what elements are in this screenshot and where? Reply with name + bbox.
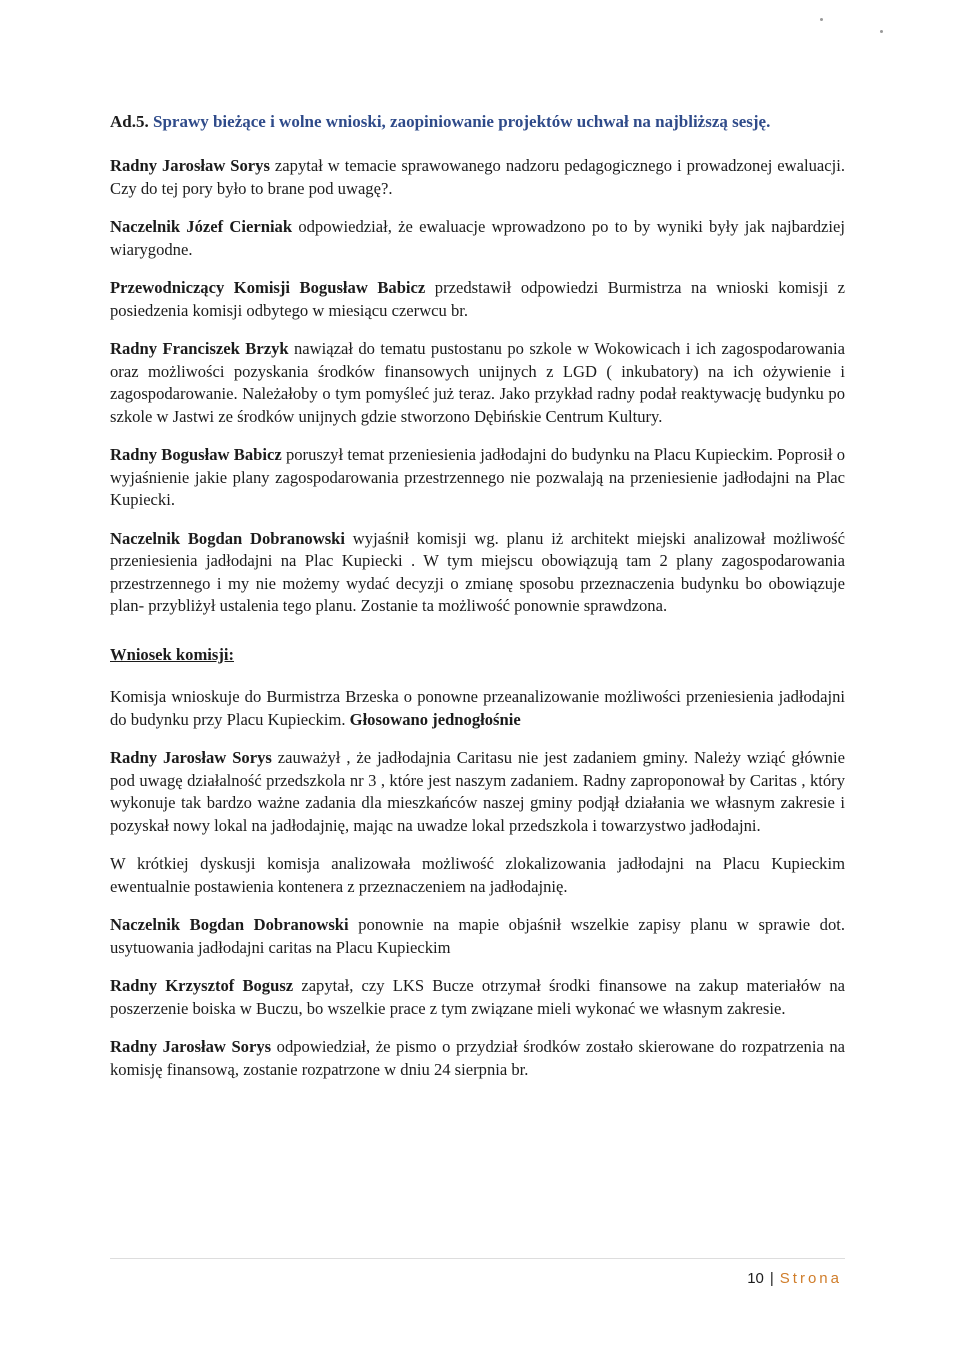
speaker-name: Naczelnik Józef Cierniak [110, 217, 293, 236]
paragraph-text: wyjaśnił komisji wg. planu iż architekt miejski analizował możliwość przeniesienia jadłodajni na Plac Kupiecki . W tym miejscu obowiązują tam 2 plany zagospodarowania przestrzennego i my nie możemy wydać decyzji o zmianę sposobu przeznaczenia budynku bo obowiązuje plan- przybliżył ustalenia tego planu. Zostanie ta możliwość ponownie sprawdzona. [110, 528, 845, 615]
paragraphs-group-1 [110, 155, 845, 618]
paragraph-text: zapytał, czy LKS Bucze otrzymał środki finansowe na zakup materiałów na poszerzenie boiska w Buczu, bo wszelkie prace z tym związane mieli wykonać we własnym zakresie. [110, 976, 845, 1018]
paragraph [110, 444, 845, 512]
speaker-name: Radny Krzysztof Bogusz [110, 976, 294, 995]
speaker-name: Naczelnik Bogdan Dobranowski [110, 915, 349, 934]
paragraph-text: zapytał w temacie sprawowanego nadzoru pedagogicznego i prowadzonej ewaluacji. Czy do tej pory było to brane pod uwagę?. [110, 156, 845, 198]
page-number: 10 [747, 1270, 764, 1287]
scan-speck [820, 18, 823, 21]
paragraph [110, 155, 845, 200]
paragraph [110, 277, 845, 322]
paragraphs-group-2 [110, 747, 845, 1081]
speaker-name: Radny Bogusław Babicz [110, 445, 282, 464]
section-heading [110, 110, 845, 133]
document-page [110, 110, 845, 1097]
speaker-name: Radny Franciszek Brzyk [110, 339, 289, 358]
speaker-name: Radny Jarosław Sorys [110, 1037, 272, 1056]
paragraph-text: poruszył temat przeniesienia jadłodajni do budynku na Placu Kupieckim. Poprosił o wyjaśnienie jakie plany zagospodarowania przestrzennego nie pozwalają na przeniesienie jadłodajni na Plac Kupiecki. [110, 445, 845, 509]
motion-paragraph [110, 686, 845, 731]
paragraph-text: nawiązał do tematu pustostanu po szkole w Wokowicach i ich zagospodarowania oraz możliwości pozyskania środków finansowych unijnych z LGD ( inkubatory) na ich ożywienie i zagospodarowanie. Należałoby o tym pomyśleć już teraz. Jako przykład radny podał reaktywację budynku po szkole w Jastwi ze środków unijnych gdzie stworzono Dębińskie Centrum Kultury. [110, 339, 845, 426]
motion-title: Wniosek komisji: [110, 644, 235, 664]
paragraph-text: W krótkiej dyskusji komisja analizowała możliwość zlokalizowania jadłodajni na Placu Kupieckim ewentualnie postawienia kontenera z przeznaczeniem na jadłodajnię. [110, 854, 845, 896]
paragraph-text: przedstawił odpowiedzi Burmistrza na wnioski komisji z posiedzenia komisji odbytego w miesiącu czerwcu br. [110, 278, 845, 320]
speaker-name: Naczelnik Bogdan Dobranowski [110, 528, 346, 548]
footer-rule [110, 1258, 845, 1259]
page-word: Strona [779, 1270, 842, 1287]
speaker-name: Przewodniczący Komisji Bogusław Babicz [110, 278, 426, 297]
paragraph [110, 338, 845, 428]
paragraph [110, 853, 845, 898]
paragraph-text: ponownie na mapie objaśnił wszelkie zapisy planu w sprawie dot. usytuowania jadłodajni caritas na Placu Kupieckim [110, 915, 845, 957]
paragraph [110, 975, 845, 1020]
speaker-name: Radny Jarosław Sorys [110, 156, 270, 175]
section-title: Sprawy bieżące i wolne wnioski, zaopiniowanie projektów uchwał na najbliższą sesję. [152, 112, 771, 131]
paragraph [110, 528, 845, 618]
paragraph [110, 914, 845, 959]
scan-speck [880, 30, 883, 33]
speaker-name: Radny Jarosław Sorys [110, 748, 272, 767]
paragraph-text: zauważył , że jadłodajnia Caritasu nie jest zadaniem gminy. Należy wziąć głównie pod uwagę działalność przedszkola nr 3 , które jest naszym zadaniem. Radny zaproponował by Caritas , który wykonuje tak bardzo ważne zadania dla mieszkańców naszej gminy podjął działania we własnym zakresie i pozyskał nowy lokal na jadłodajnię, mając na uwadze lokal przedszkola i towarzystwo jadłodajni. [110, 748, 845, 835]
paragraph [110, 1036, 845, 1081]
motion-text: Komisja wnioskuje do Burmistrza Brzeska o ponowne przeanalizowanie możliwości przeniesienia jadłodajni do budynku przy Placu Kupieckim. [110, 687, 845, 729]
motion-vote: Głosowano jednogłośnie [349, 709, 521, 729]
paragraph [110, 747, 845, 837]
paragraph-text: odpowiedział, że pismo o przydział środków zostało skierowane do rozpatrzenia na komisję finansową, zostanie rozpatrzone w dniu 24 sierpnia br. [110, 1037, 846, 1079]
section-number: Ad.5. [110, 112, 149, 131]
paragraph [110, 216, 845, 261]
paragraph-text: odpowiedział, że ewaluacje wprowadzono po to by wyniki były jak najbardziej wiarygodne. [110, 217, 846, 259]
page-separator: | [769, 1270, 774, 1287]
page-footer [747, 1270, 842, 1287]
